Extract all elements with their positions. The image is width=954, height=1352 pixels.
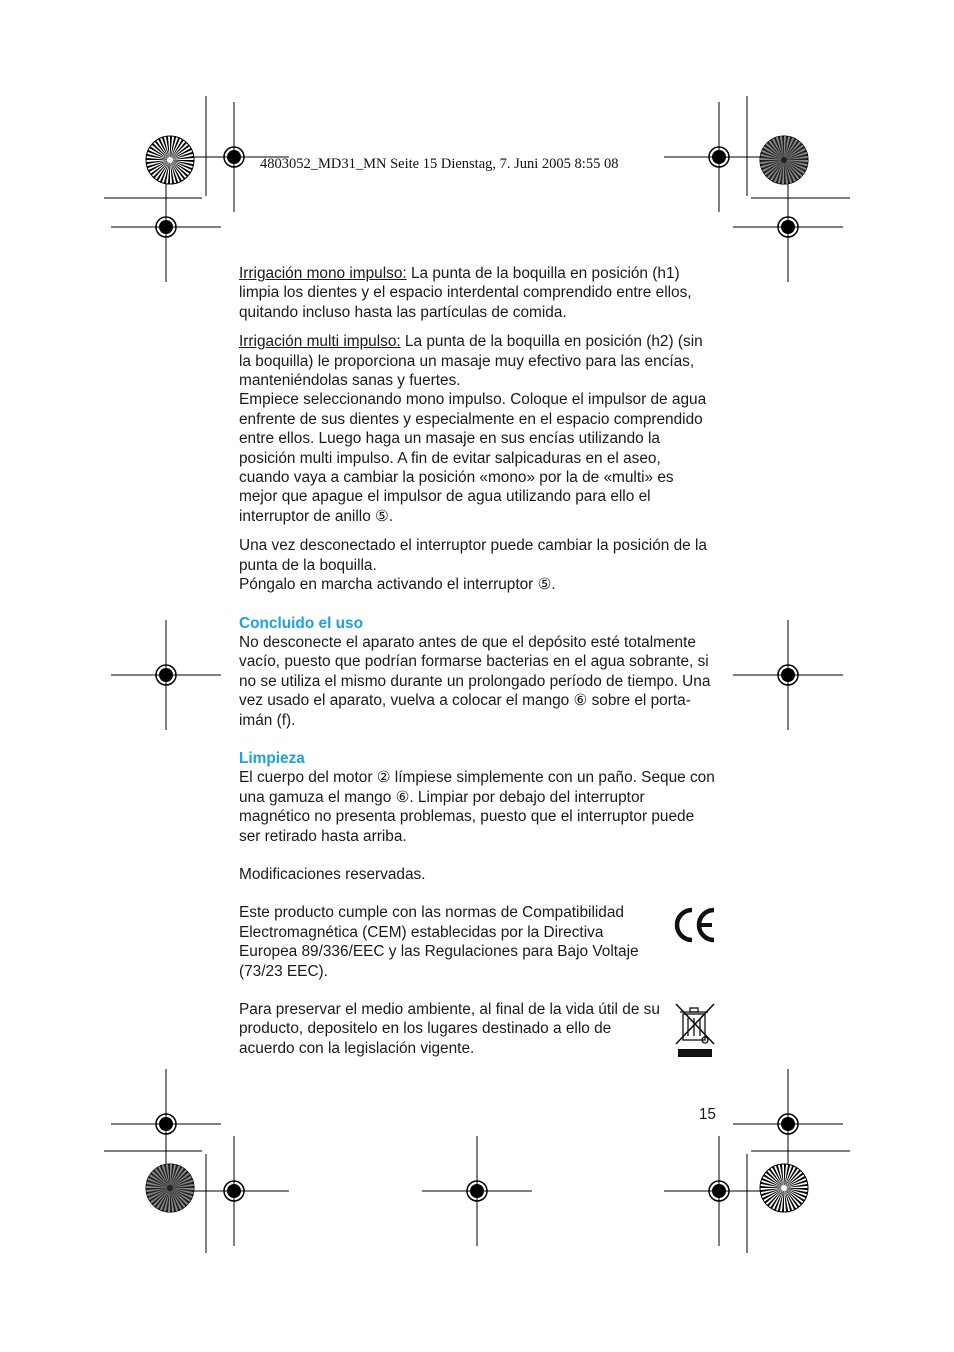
page-number: 15 [698, 1106, 716, 1123]
multi-impulse-title: Irrigación multi impulso: [239, 333, 401, 351]
registration-mark-icon [111, 620, 221, 730]
limpieza-text: El cuerpo del motor ② límpiese simplemente con un paño. Seque con una gamuza el mango ⑥. Limpiar por debajo del interruptor magnético no presenta problemas, puesto que el interruptor puede ser retirado hasta arriba. [239, 769, 715, 845]
multi-impulse-text: La punta de la boquilla en posición (h2) (sin la boquilla) le proporciona un masaje muy efectivo para las encías, manteniéndolas sanas y fuertes. [239, 333, 703, 390]
registration-mark-icon [733, 620, 843, 730]
mono-impulse-paragraph [239, 264, 715, 322]
start-instructions: Empiece seleccionando mono impulso. Coloque el impulsor de agua enfrente de sus dientes y especialmente en el espacio comprendido entre ellos. Luego haga un masaje en sus encías utilizando la posición multi impulso. A fin de evitar salpicaduras en el aseo, cuando vaya a cambiar la posición «mono» por la de «multi» es mejor que apague el impulsor de agua utilizando para ello el interruptor de anillo ⑤. [239, 391, 707, 525]
starburst-target-icon [146, 136, 194, 184]
print-slug: 4803052_MD31_MN Seite 15 Dienstag, 7. Juni 2005 8:55 08 [260, 156, 619, 172]
starburst-target-icon [760, 1164, 808, 1212]
disconnect-text-1: Una vez desconectado el interruptor puede cambiar la posición de la punta de la boquilla. [239, 537, 707, 574]
registration-mark-icon [422, 1136, 532, 1246]
registration-mark-icon [111, 172, 221, 282]
limpieza-heading: Limpieza [239, 749, 305, 767]
mono-impulse-text: La punta de la boquilla en posición (h1) limpia los dientes y el espacio interdental comprendido entre ellos, quitando incluso hasta las partículas de comida. [239, 265, 692, 321]
ce-mark-icon [672, 904, 718, 946]
registration-mark-icon [733, 1069, 843, 1179]
registration-mark-icon [664, 1136, 774, 1246]
concluido-heading: Concluido el uso [239, 614, 363, 632]
environment-text: Para preservar el medio ambiente, al final de la vida útil de su producto, depositelo en los lugares destinado a ello de acuerdo con la legislación vigente. [239, 1001, 660, 1057]
compliance-text: Este producto cumple con las normas de Compatibilidad Electromagnética (CEM) establecidas por la Directiva Europea 89/336/EEC y las Regulaciones para Bajo Voltaje (73/23 EEC). [239, 904, 639, 980]
multi-impulse-paragraph [239, 332, 715, 390]
registration-mark-icon [111, 1069, 221, 1179]
disconnect-text-2: Póngalo en marcha activando el interruptor ⑤. [239, 576, 556, 594]
registration-mark-icon [179, 1136, 289, 1246]
crossed-out-bin-icon [674, 1000, 716, 1060]
registration-mark-icon [733, 172, 843, 282]
modifications-note: Modificaciones reservadas. [239, 865, 426, 883]
concluido-text: No desconecte el aparato antes de que el depósito esté totalmente vacío, puesto que podrían formarse bacterias en el agua sobrante, si no se utiliza el mismo durante un prolongado período de tiempo. Una vez usado el aparato, vuelva a colocar el mango ⑥ sobre el porta-imán (f). [239, 633, 711, 729]
page-content [239, 264, 715, 1058]
starburst-target-icon [760, 136, 808, 184]
registration-mark-icon [664, 102, 774, 212]
mono-impulse-title: Irrigación mono impulso: [239, 265, 407, 282]
starburst-target-icon [146, 1164, 194, 1212]
